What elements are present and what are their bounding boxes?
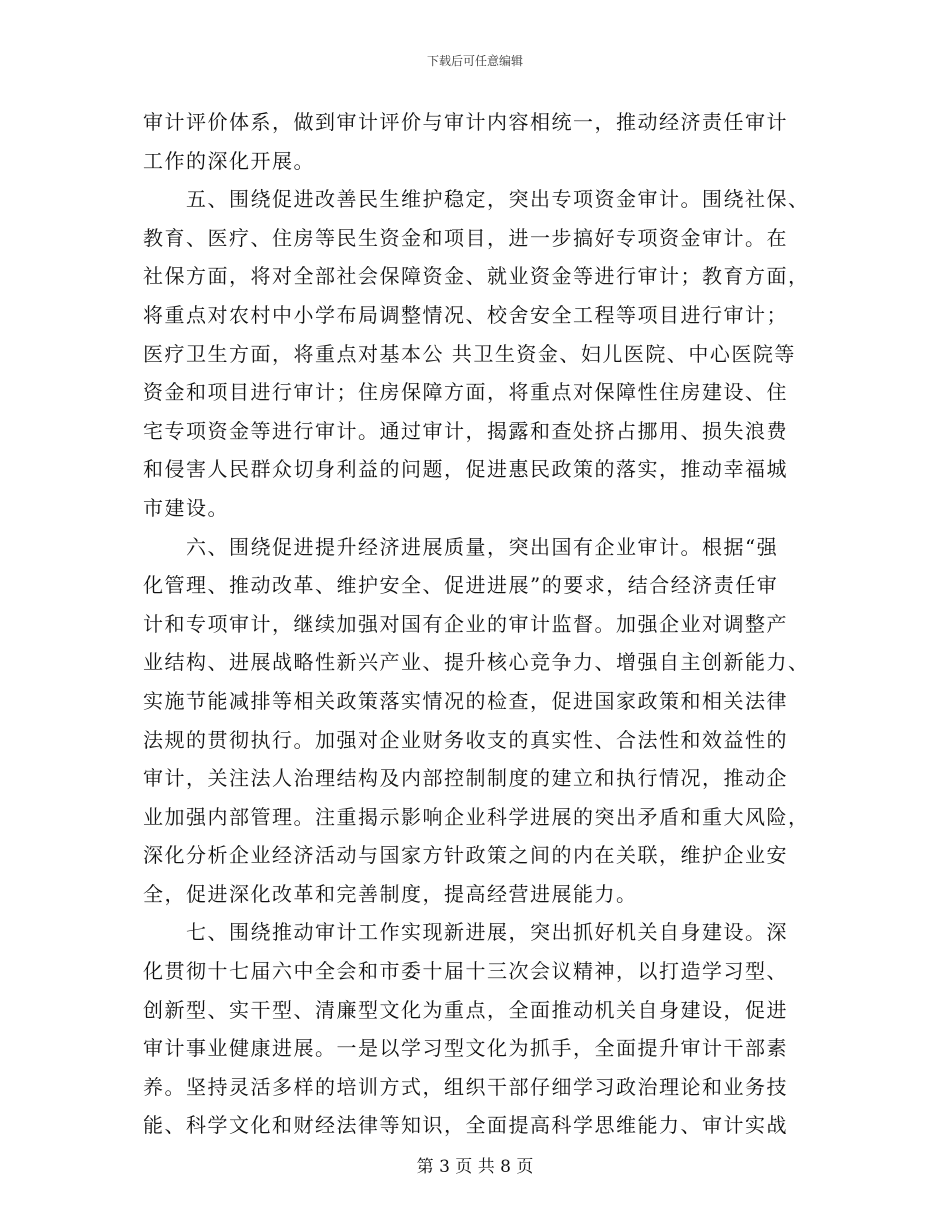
text-line: 全，促进深化改革和完善制度，提高经营进展能力。: [143, 881, 638, 906]
text-line: 实施节能减排等相关政策落实情况的检查，促进国家政策和相关法律: [143, 688, 788, 713]
text-line: 教育、医疗、住房等民生资金和项目，进一步搞好专项资金审计。在: [143, 225, 788, 250]
text-line: 业加强内部管理。注重揭示影响企业科学进展的突出矛盾和重大风险，: [143, 804, 810, 829]
text-line: 计和专项审计，继续加强对国有企业的审计监督。加强企业对调整产: [143, 611, 788, 636]
text-line: 宅专项资金等进行审计。通过审计，揭露和查处挤占挪用、损失浪费: [143, 418, 788, 443]
text-line: 和侵害人民群众切身利益的问题，促进惠民政策的落实，推动幸福城: [143, 457, 788, 482]
text-line: 六、围绕促进提升经济进展质量，突出国有企业审计。根据“强: [143, 534, 779, 559]
text-line: 业结构、进展战略性新兴产业、提升核心竞争力、增强自主创新能力、: [143, 650, 810, 675]
text-line: 将重点对农村中小学布局调整情况、校舍安全工程等项目进行审计；: [143, 302, 788, 327]
document-body: [143, 103, 813, 1145]
text-line: 审计，关注法人治理结构及内部控制制度的建立和执行情况，推动企: [143, 766, 788, 791]
text-line: 市建设。: [143, 495, 229, 520]
text-line: 养。坚持灵活多样的培训方式，组织干部仔细学习政治理论和业务技: [143, 1074, 788, 1099]
text-line: 创新型、实干型、清廉型文化为重点，全面推动机关自身建设，促进: [143, 997, 788, 1022]
text-line: 七、围绕推动审计工作实现新进展，突出抓好机关自身建设。深: [143, 920, 788, 945]
text-line: 化贯彻十七届六中全会和市委十届十三次会议精神，以打造学习型、: [143, 959, 788, 984]
text-line: 医疗卫生方面，将重点对基本公 共卫生资金、妇儿医院、中心医院等: [143, 341, 796, 366]
text-line: 深化分析企业经济活动与国家方针政策之间的内在关联，维护企业安: [143, 843, 788, 868]
text-line: 资金和项目进行审计；住房保障方面，将重点对保障性住房建设、住: [143, 380, 788, 405]
text-line: 能、科学文化和财经法律等知识，全面提高科学思维能力、审计实战: [143, 1113, 788, 1138]
page-header: 下载后可任意编辑: [426, 54, 523, 68]
text-line: 社保方面，将对全部社会保障资金、就业资金等进行审计；教育方面，: [143, 264, 810, 289]
text-line: 法规的贯彻执行。加强对企业财务收支的真实性、合法性和效益性的: [143, 727, 788, 752]
text-line: 审计事业健康进展。一是以学习型文化为抓手，全面提升审计干部素: [143, 1036, 788, 1061]
text-line: 五、围绕促进改善民生维护稳定，突出专项资金审计。围绕社保、: [143, 187, 810, 212]
page-number-footer: 第 3 页 共 8 页: [416, 1157, 534, 1177]
text-line: 工作的深化开展。: [143, 148, 315, 173]
text-line: 审计评价体系，做到审计评价与审计内容相统一，推动经济责任审计: [143, 110, 788, 134]
text-line: 化管理、推动改革、维护安全、促进进展”的要求，结合经济责任审: [143, 573, 779, 598]
